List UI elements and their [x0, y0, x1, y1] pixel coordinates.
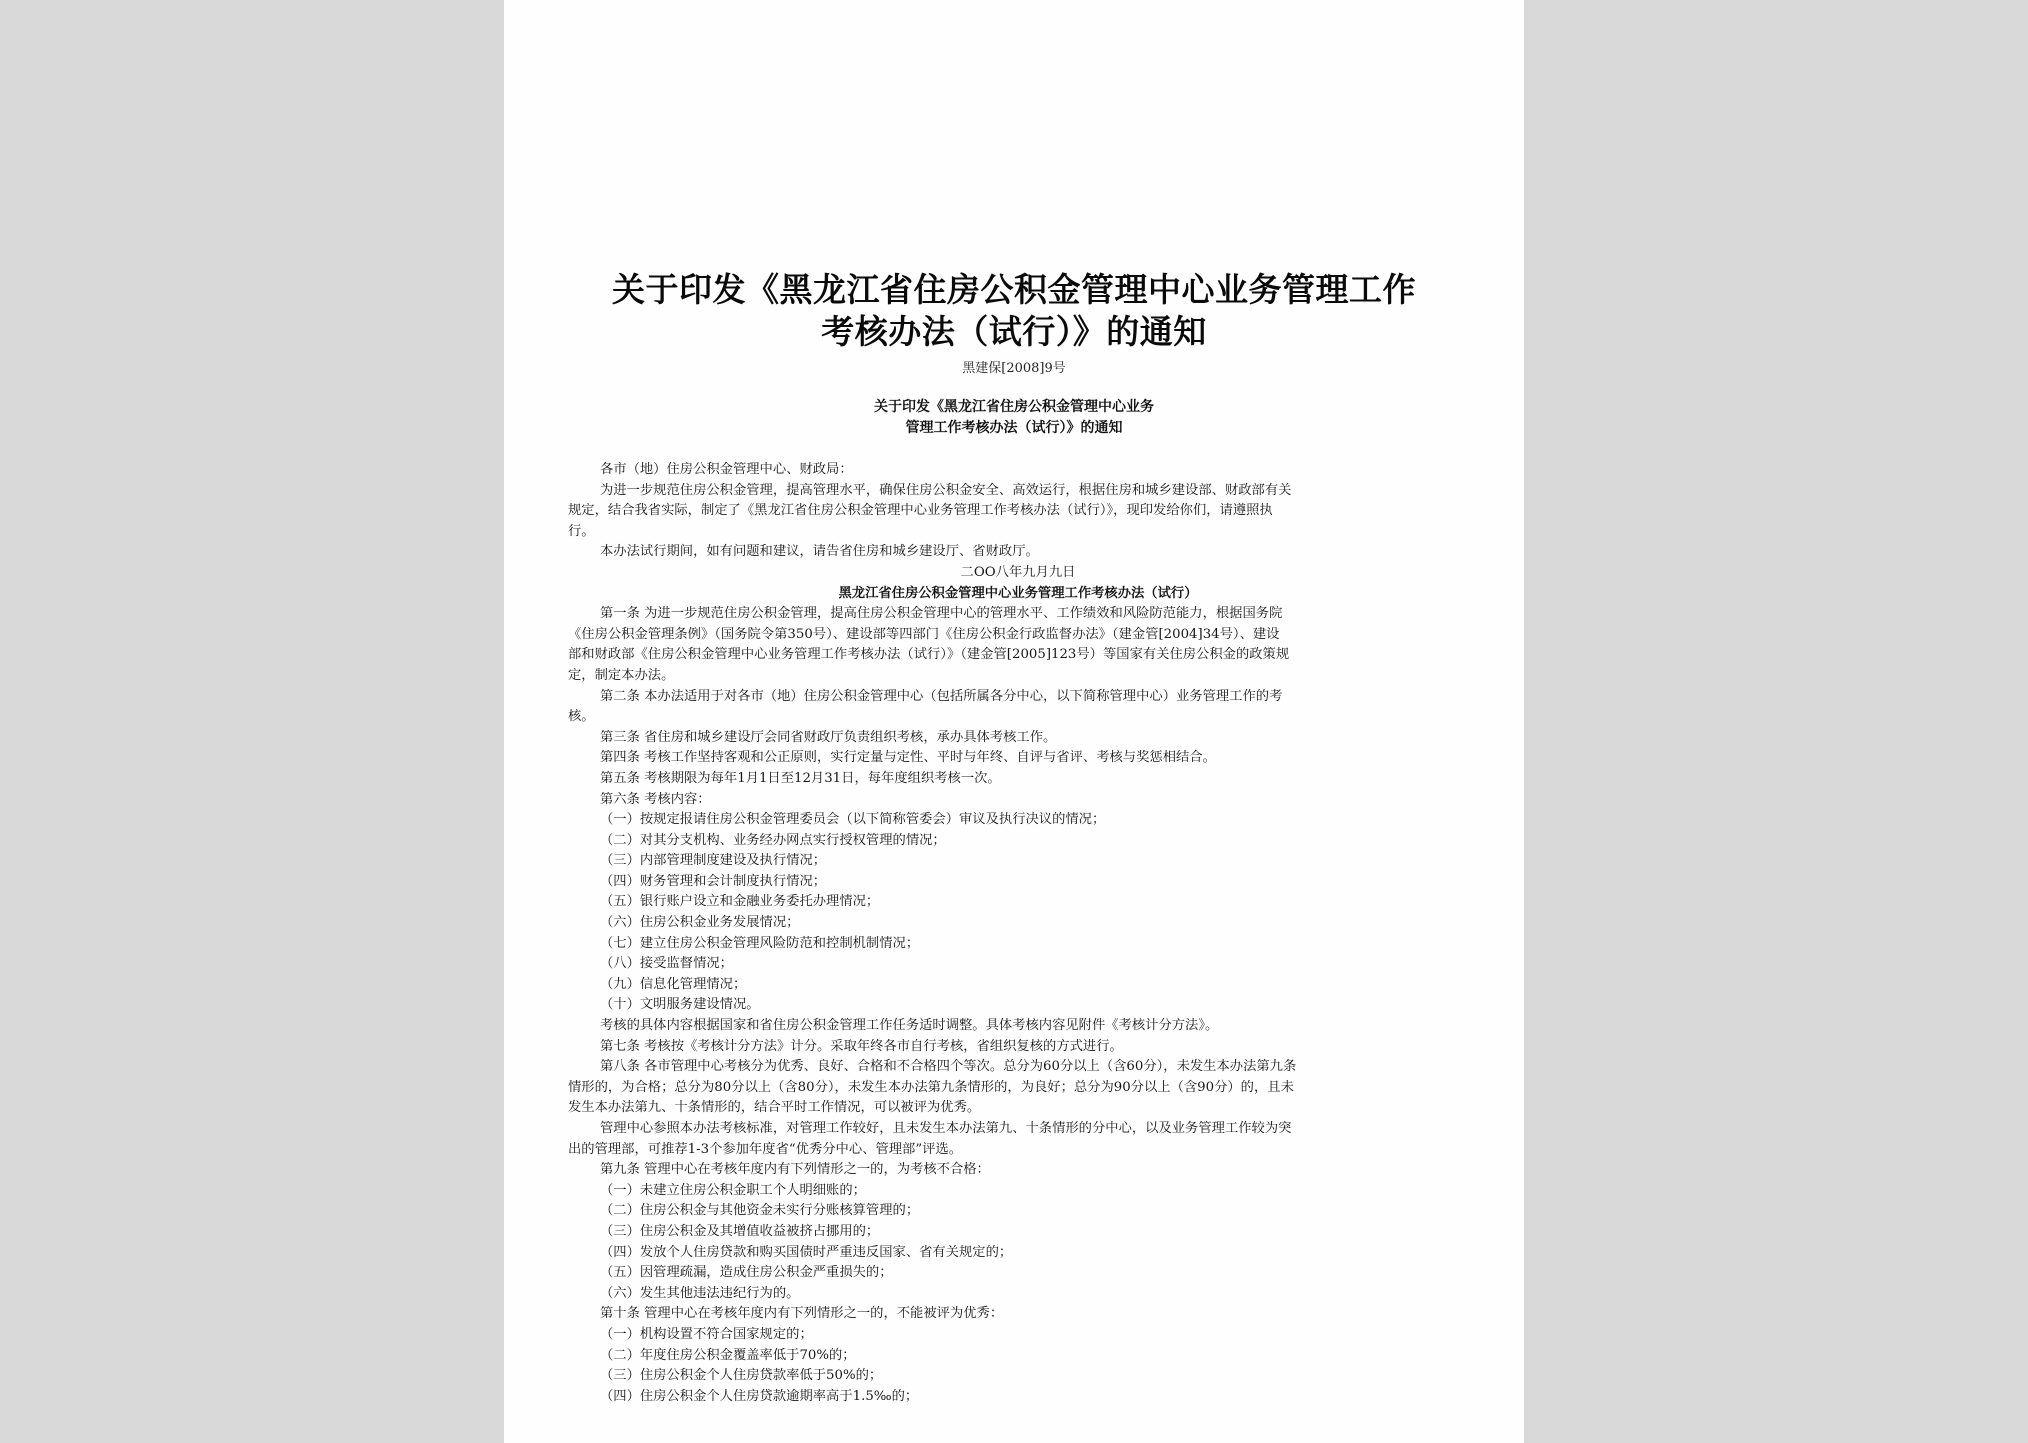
body-line: （七）建立住房公积金管理风险防范和控制机制情况；: [600, 935, 920, 951]
body-line: （四）财务管理和会计制度执行情况；: [600, 873, 827, 889]
document-page: [504, 0, 1524, 1443]
page-title-line-2: 考核办法（试行）》的通知: [821, 312, 1207, 351]
body-line: （三）住房公积金个人住房贷款率低于50%的；: [600, 1368, 883, 1384]
body-line: 情形的，为合格；总分为80分以上（含80分），未发生本办法第九条情形的，为良好；总分为90分以上（含90分）的，且未: [568, 1079, 1294, 1095]
body-line: 出的管理部，可推荐1-3个参加年度省“优秀分中心、管理部”评选。: [568, 1141, 963, 1157]
body-line: （一）机构设置不符合国家规定的；: [600, 1326, 813, 1342]
body-line: 《住房公积金管理条例》（国务院令第350号）、建设部等四部门《住房公积金行政监督办法》（建金管[2004]34号）、建设: [568, 626, 1280, 642]
body-line: 第八条 各市管理中心考核分为优秀、良好、合格和不合格四个等次。总分为60分以上（含60分），未发生本办法第九条: [600, 1059, 1297, 1075]
body-line: 第二条 本办法适用于对各市（地）住房公积金管理中心（包括所属各分中心，以下简称管理中心）业务管理工作的考: [600, 688, 1283, 704]
body-line: （六）发生其他违法违纪行为的。: [600, 1285, 800, 1301]
body-line: 第六条 考核内容：: [600, 791, 711, 807]
body-line: 规定，结合我省实际，制定了《黑龙江省住房公积金管理中心业务管理工作考核办法（试行）》，现印发给你们，请遵照执: [568, 503, 1273, 519]
body-line: （十）文明服务建设情况。: [600, 997, 760, 1013]
body-line: （五）因管理疏漏，造成住房公积金严重损失的；: [600, 1265, 893, 1281]
body-line: 行。: [568, 523, 595, 539]
body-line: 二OO八年九月九日: [960, 564, 1076, 580]
body-line: （九）信息化管理情况；: [600, 976, 747, 992]
body-line: （一）按规定报请住房公积金管理委员会（以下简称管委会）审议及执行决议的情况；: [600, 812, 1106, 828]
body-line: 第三条 省住房和城乡建设厅会同省财政厅负责组织考核，承办具体考核工作。: [600, 729, 1057, 745]
body-line: 为进一步规范住房公积金管理，提高管理水平，确保住房公积金安全、高效运行，根据住房和城乡建设部、财政部有关: [600, 482, 1292, 498]
body-line: 第九条 管理中心在考核年度内有下列情形之一的，为考核不合格：: [600, 1162, 990, 1178]
body-line: 定，制定本办法。: [568, 667, 675, 683]
body-line: （四）发放个人住房贷款和购买国债时严重违反国家、省有关规定的；: [600, 1244, 1013, 1260]
body-line: （五）银行账户设立和金融业务委托办理情况；: [600, 894, 880, 910]
body-line: （四）住房公积金个人住房贷款逾期率高于1.5‰的；: [600, 1388, 919, 1404]
body-line: （八）接受监督情况；: [600, 956, 733, 972]
body-line: 本办法试行期间，如有问题和建议，请告省住房和城乡建设厅、省财政厅。: [600, 544, 1039, 560]
subtitle-line-2: 管理工作考核办法（试行）》的通知: [905, 420, 1123, 436]
body-line: （六）住房公积金业务发展情况；: [600, 915, 800, 931]
subtitle-line-1: 关于印发《黑龙江省住房公积金管理中心业务: [874, 399, 1154, 415]
body-line: 各市（地）住房公积金管理中心、财政局：: [600, 462, 853, 477]
page-title-line-1: 关于印发《黑龙江省住房公积金管理中心业务管理工作: [612, 270, 1416, 309]
body-line: 第七条 考核按《考核计分方法》计分。采取年终各市自行考核，省组织复核的方式进行。: [600, 1038, 1123, 1054]
body-line: 第五条 考核期限为每年1月1日至12月31日，每年度组织考核一次。: [600, 770, 1001, 786]
body-line: 第四条 考核工作坚持客观和公正原则，实行定量与定性、平时与年终、自评与省评、考核与奖惩相结合。: [600, 750, 1216, 766]
body-line: 核。: [568, 709, 595, 725]
body-line: （二）住房公积金与其他资金未实行分账核算管理的；: [600, 1203, 920, 1219]
body-line: 第十条 管理中心在考核年度内有下列情形之一的，不能被评为优秀：: [600, 1306, 1004, 1322]
body-line: （二）年度住房公积金覆盖率低于70%的；: [600, 1347, 856, 1363]
body-line: 部和财政部《住房公积金管理中心业务管理工作考核办法（试行）》（建金管[2005]123号）等国家有关住房公积金的政策规: [568, 647, 1290, 663]
body-line: 黑龙江省住房公积金管理中心业务管理工作考核办法（试行）: [838, 585, 1198, 601]
body-line: 第一条 为进一步规范住房公积金管理，提高住房公积金管理中心的管理水平、工作绩效和风险防范能力，根据国务院: [600, 606, 1283, 622]
document-number: 黑建保[2008]9号: [962, 361, 1066, 376]
body-line: （一）未建立住房公积金职工个人明细账的；: [600, 1182, 866, 1198]
body-line: （三）住房公积金及其增值收益被挤占挪用的；: [600, 1223, 880, 1239]
body-line: （三）内部管理制度建设及执行情况；: [600, 853, 827, 869]
document-body: [568, 460, 1468, 1407]
body-line: 发生本办法第九、十条情形的，结合平时工作情况，可以被评为优秀。: [568, 1100, 981, 1116]
body-line: 管理中心参照本办法考核标准，对管理工作较好，且未发生本办法第九、十条情形的分中心，以及业务管理工作较为突: [600, 1121, 1292, 1136]
body-line: 考核的具体内容根据国家和省住房公积金管理工作任务适时调整。具体考核内容见附件《考核计分方法》。: [600, 1018, 1219, 1034]
body-line: （二）对其分支机构、业务经办网点实行授权管理的情况；: [600, 832, 946, 848]
